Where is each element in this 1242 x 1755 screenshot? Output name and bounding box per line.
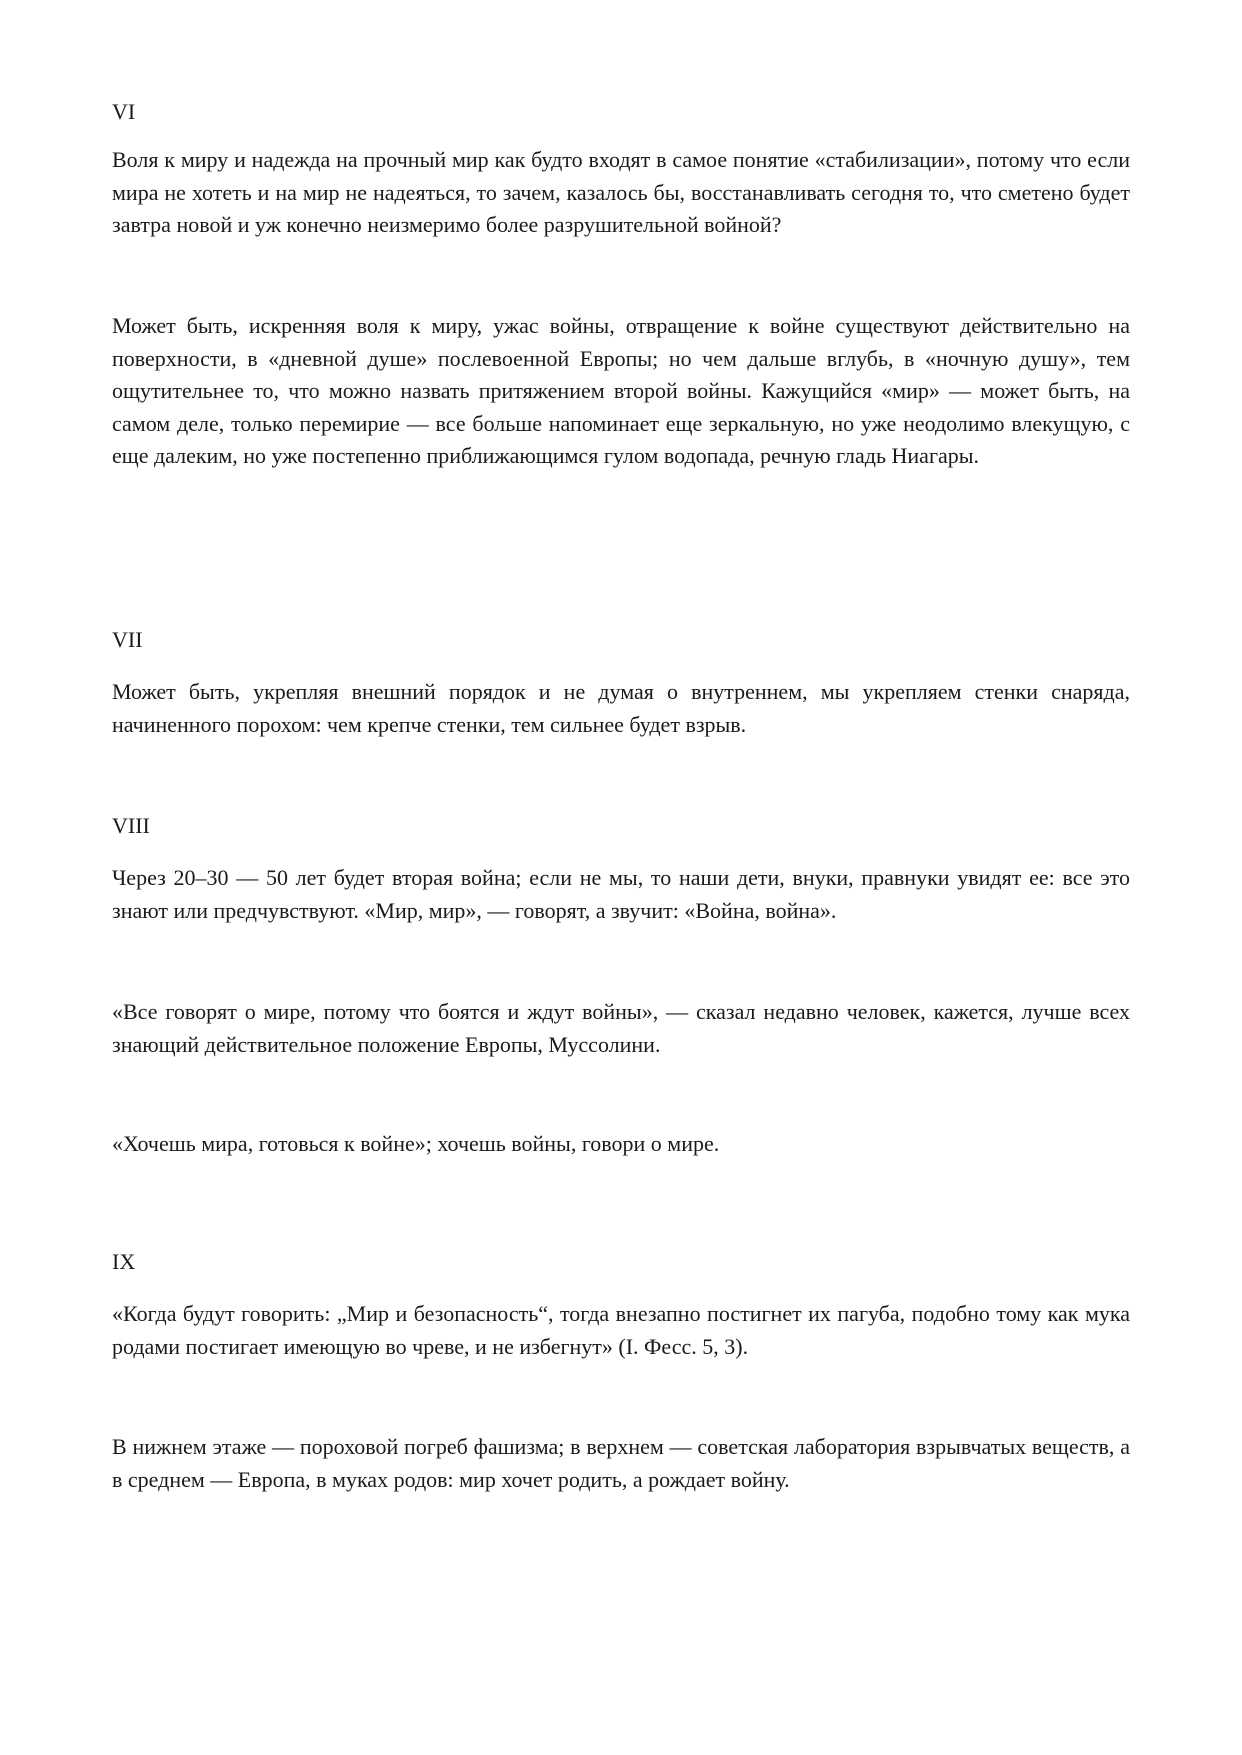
paragraph: Может быть, искренняя воля к миру, ужас войны, отвращение к войне существуют действительно на поверхности, в «дневной душе» послевоенной Европы; но чем дальше вглубь, в «ночную душу», тем ощутительнее то, что можно назвать притяжением второй войны. Кажущийся «мир» — может быть, на самом деле, только перемирие — все больше напоминает еще зеркальную, но уже неодолимо влекущую, с еще далеким, но уже постепенно приближающимся гулом водопада, речную гладь Ниагары. — [112, 313, 1130, 468]
section-heading: IX — [112, 1249, 136, 1274]
paragraph: В нижнем этаже — пороховой погреб фашизма; в верхнем — советская лаборатория взрывчатых веществ, а в среднем — Европа, в муках родов: мир хочет родить, а рождает войну. — [112, 1434, 1130, 1492]
paragraph: Воля к миру и надежда на прочный мир как будто входят в самое понятие «стабилизации», потому что если мира не хотеть и на мир не надеяться, то зачем, казалось бы, восстанавливать сегодня то, что сметено будет завтра новой и уж конечно неизмеримо более разрушительной войной? — [112, 147, 1130, 237]
section-heading: VII — [112, 627, 143, 652]
paragraph: «Все говорят о мире, потому что боятся и ждут войны», — сказал недавно человек, кажется, лучше всех знающий действительное положение Европы, Муссолини. — [112, 999, 1130, 1057]
section-heading: VIII — [112, 813, 150, 838]
section-heading: VI — [112, 99, 136, 124]
paragraph: Через 20–30 — 50 лет будет вторая война; если не мы, то наши дети, внуки, правнуки увидят ее: все это знают или предчувствуют. «Мир, мир», — говорят, а звучит: «Война, война». — [112, 865, 1130, 923]
paragraph: «Когда будут говорить: „Мир и безопасность“, тогда внезапно постигнет их пагуба, подобно тому как мука родами постигает имеющую во чреве, и не избегнут» (I. Фесс. 5, 3). — [112, 1301, 1130, 1359]
paragraph: «Хочешь мира, готовься к войне»; хочешь войны, говори о мире. — [112, 1131, 720, 1156]
paragraph: Может быть, укрепляя внешний порядок и не думая о внутреннем, мы укрепляем стенки снаряда, начиненного порохом: чем крепче стенки, тем сильнее будет взрыв. — [112, 679, 1130, 737]
